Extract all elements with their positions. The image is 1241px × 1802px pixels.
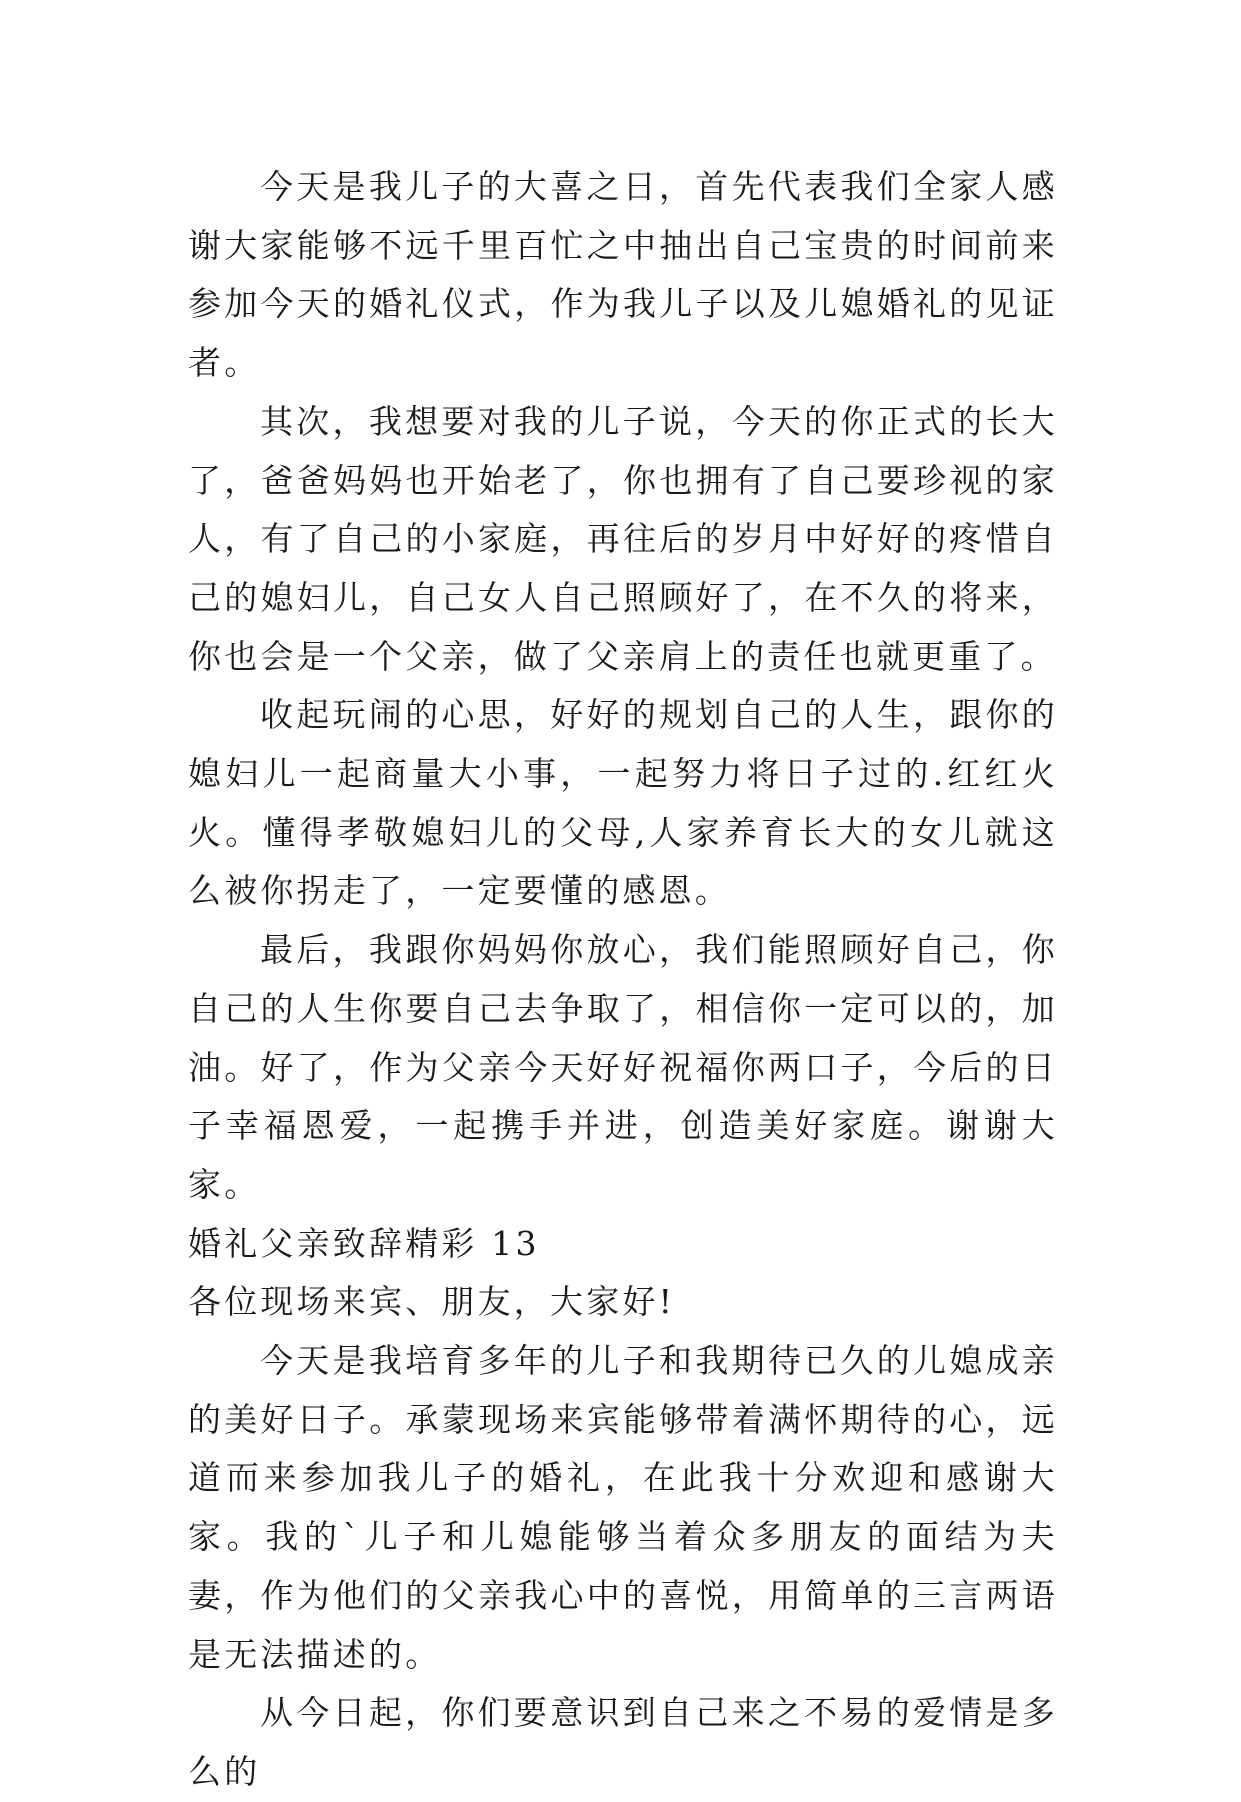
paragraph-to-son: 其次，我想要对我的儿子说，今天的你正式的长大了，爸爸妈妈也开始老了，你也拥有了自己要珍视的家人，有了自己的小家庭，再往后的岁月中好好的疼惜自己的媳妇儿，自己女人自己照顾好了，在不久的将来，你也会是一个父亲，做了父亲肩上的责任也就更重了。 [188, 401, 1058, 676]
paragraph-plan-life: 收起玩闹的心思，好好的规划自己的人生，跟你的媳妇儿一起商量大小事，一起努力将日子过的.红红火火。懂得孝敬媳妇儿的父母,人家养育长大的女儿就这么被你拐走了，一定要懂的感恩。 [188, 695, 1058, 911]
paragraph-finally: 最后，我跟你妈妈你放心，我们能照顾好自己，你自己的人生你要自己去争取了，相信你一定可以的，加油。好了，作为父亲今天好好祝福你两口子，今后的日子幸福恩爱，一起携手并进，创造美好家庭。谢谢大家。 [188, 930, 1058, 1204]
section-title: 婚礼父亲致辞精彩 13 [188, 1223, 540, 1263]
paragraph-thanks-guests: 今天是我儿子的大喜之日，首先代表我们全家人感谢大家能够不远千里百忙之中抽出自己宝贵的时间前来参加今天的婚礼仪式，作为我儿子以及儿媳婚礼的见证者。 [188, 167, 1058, 383]
document-body [188, 158, 1058, 1802]
greeting-line: 各位现场来宾、朋友，大家好! [188, 1282, 676, 1322]
paragraph-wedding-day: 今天是我培育多年的儿子和我期待已久的儿媳成亲的美好日子。承蒙现场来宾能够带着满怀期待的心，远道而来参加我儿子的婚礼，在此我十分欢迎和感谢大家。我的`儿子和儿媳能够当着众多朋友的面结为夫妻，作为他们的父亲我心中的喜悦，用简单的三言两语是无法描述的。 [188, 1341, 1058, 1674]
paragraph-from-today: 从今日起，你们要意识到自己来之不易的爱情是多么的 [188, 1693, 1058, 1791]
